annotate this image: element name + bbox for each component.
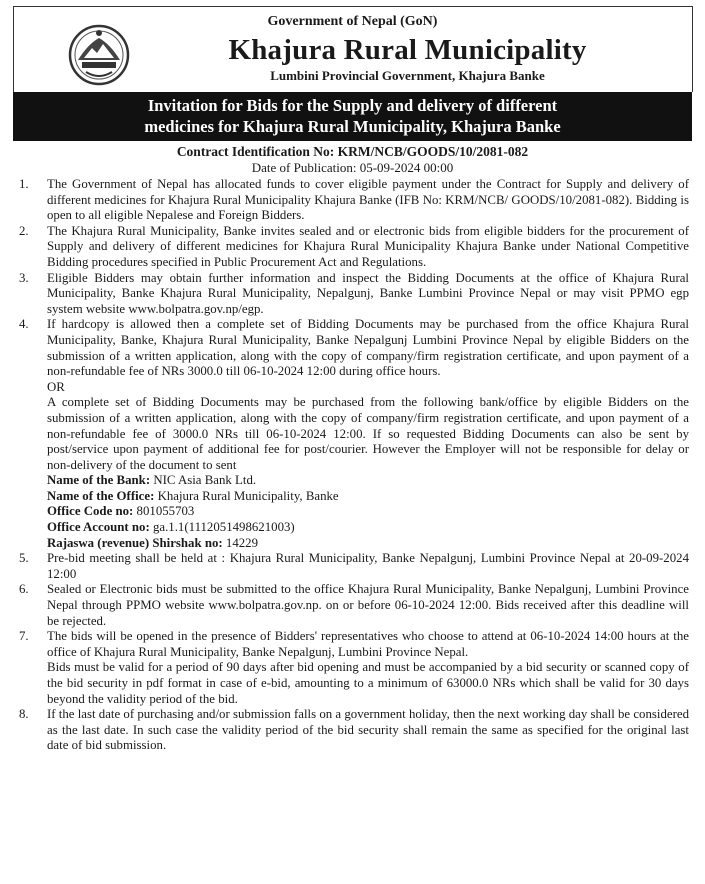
banner-line-2: medicines for Khajura Rural Municipality, Khajura Banke — [144, 117, 561, 136]
item-number: 7. — [19, 629, 29, 644]
list-item — [10, 551, 695, 582]
notice-items — [10, 177, 695, 754]
item-text: The Government of Nepal has allocated funds to cover eligible payment under the Contract for Supply and delivery of different medicines for Khajura Rural Municipality Khajura Banke (IFB No: KRM/NCB/ GOODS/10/2081-082). Bidding is open to all eligible Nepalese and Foreign Bidders. — [47, 177, 689, 223]
item-text: If the last date of purchasing and/or submission falls on a government holiday, then the next working day shall be considered as the last date. In such case the validity period of the bid security shall remain the same as specified for the original last date of bid submission. — [47, 707, 689, 753]
banner-line-1: Invitation for Bids for the Supply and delivery of different — [147, 96, 558, 115]
government-label: Government of Nepal (GoN) — [267, 14, 438, 29]
rajaswa-shirshak: Rajaswa (revenue) Shirshak no: 14229 — [47, 535, 258, 550]
office-name: Name of the Office: Khajura Rural Municipality, Banke — [47, 488, 339, 503]
item-number: 3. — [19, 270, 29, 285]
item-text: Eligible Bidders may obtain further information and inspect the Bidding Documents at the office of Khajura Rural Municipality, Banke Khajura Rural Municipality, Nepalgunj, Banke Lumbini Province Nepal or may visit PPMO egp system website www.bolpatra.gov.np/egp. — [47, 270, 689, 316]
contract-id: Contract Identification No: KRM/NCB/GOODS/10/2081-082 — [176, 144, 529, 159]
item-number: 4. — [19, 317, 29, 332]
municipality-subtitle: Lumbini Provincial Government, Khajura Banke — [270, 68, 545, 83]
item-number: 5. — [19, 551, 29, 566]
municipality-title: Khajura Rural Municipality — [228, 34, 587, 66]
item-number: 1. — [19, 177, 29, 191]
nepal-emblem-icon — [68, 24, 130, 86]
item-text-alt: A complete set of Bidding Documents may be purchased from the following bank/office by eligible Bidders on the submission of a written application, along with the copy of company/firm registration certificate, and upon payment of a non-refundable fee of 3000.0 NRs till 06-10-2024 12:00. If so requested Bidding Documents can also be sent by post/service upon payment of additional fee for post/courier. However the Employer will not be responsible for delay or non-delivery of the document to sent — [47, 395, 689, 472]
item-text: The bids will be opened in the presence of Bidders' representatives who choose to attend at 06-10-2024 14:00 hours at the office of Khajura Rural Municipality, Banke Nepalgunj, Lumbini Province Nepal. — [47, 629, 689, 659]
item-number: 2. — [19, 223, 29, 238]
item-text-alt: Bids must be valid for a period of 90 days after bid opening and must be accompanied by a bid security or scanned copy of the bid security in pdf format in case of e-bid, amounting to a minimum of 63000.0 NRs which shall be valid for 30 days beyond the validity period of the bid. — [47, 660, 689, 706]
list-item — [10, 317, 695, 551]
office-account: Office Account no: ga.1.1(1112051498621003) — [47, 520, 295, 535]
list-item — [10, 582, 695, 629]
header — [10, 6, 695, 92]
title-banner — [13, 92, 692, 141]
item-number: 6. — [19, 582, 29, 597]
list-item — [10, 629, 695, 707]
office-code: Office Code no: 801055703 — [47, 504, 195, 519]
item-text: Sealed or Electronic bids must be submitted to the office Khajura Rural Municipality, Banke Nepalgunj, Lumbini Province Nepal through PPMO website www.bolpatra.gov.np. on or before 06-10-2024 12:00. Bids received after this deadline will be rejected. — [47, 582, 689, 628]
item-text: If hardcopy is allowed then a complete set of Bidding Documents may be purchased from the office Khajura Rural Municipality, Banke, Khajura Rural Municipality, Banke Nepalgunj Lumbini Province Nepal by eligible Bidders on the submission of a written application, along with the copy of company/firm registration certificate, and upon payment of a non-refundable fee of NRs 3000.0 till 06-10-2024 12:00 during office hours. — [47, 317, 689, 379]
list-item — [10, 271, 695, 318]
list-item — [10, 707, 695, 754]
or-separator: OR — [47, 379, 65, 394]
bank-name: Name of the Bank: NIC Asia Bank Ltd. — [47, 473, 257, 488]
item-text: The Khajura Rural Municipality, Banke invites sealed and or electronic bids from eligible bidders for the procurement of Supply and delivery of different medicines for Khajura Rural Municipality Khajura Banke under National Competitive Bidding procedures specified in Public Procurement Act and Regulations. — [47, 223, 689, 269]
list-item — [10, 224, 695, 271]
publication-date: Date of Publication: 05-09-2024 00:00 — [251, 160, 454, 175]
item-number: 8. — [19, 707, 29, 722]
list-item — [10, 177, 695, 224]
item-text: Pre-bid meeting shall be held at : Khajura Rural Municipality, Banke Nepalgunj, Lumbini Province Nepal at 20-09-2024 12:00 — [47, 551, 689, 581]
